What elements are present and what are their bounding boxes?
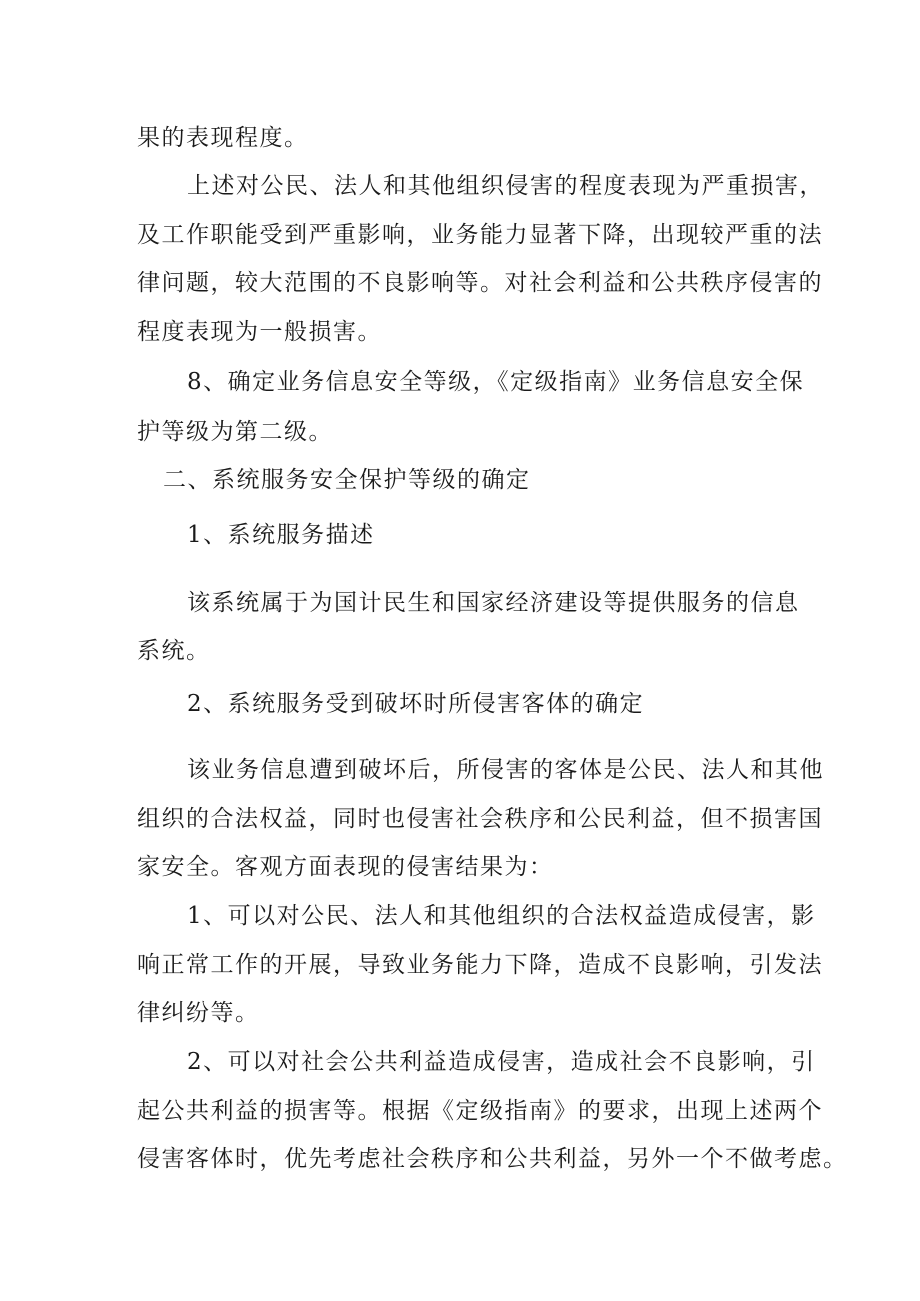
- paragraph-line: 1、可以对公民、法人和其他组织的合法权益造成侵害，影: [187, 903, 816, 929]
- paragraph-line: 2、可以对社会公共利益造成侵害，造成社会不良影响，引: [187, 1049, 816, 1075]
- paragraph-line: 律问题，较大范围的不良影响等。对社会利益和公共秩序侵害的: [137, 270, 823, 296]
- paragraph-line: 响正常工作的开展，导致业务能力下降，造成不良影响，引发法: [137, 952, 823, 978]
- paragraph-line: 护等级为第二级。: [137, 419, 333, 445]
- paragraph-line: 侵害客体时，优先考虑社会秩序和公共利益，另外一个不做考虑。: [137, 1146, 848, 1172]
- paragraph-line: 该系统属于为国计民生和国家经济建设等提供服务的信息: [187, 590, 800, 616]
- paragraph-line: 该业务信息遭到破坏后，所侵害的客体是公民、法人和其他: [187, 757, 824, 783]
- paragraph-line: 系统。: [137, 638, 211, 664]
- paragraph-line: 组织的合法权益，同时也侵害社会秩序和公民利益，但不损害国: [137, 806, 823, 832]
- paragraph-line: 家安全。客观方面表现的侵害结果为：: [137, 854, 554, 880]
- subsection-heading: 1、系统服务描述: [187, 522, 375, 548]
- paragraph-line: 程度表现为一般损害。: [137, 319, 382, 345]
- paragraph-line: 上述对公民、法人和其他组织侵害的程度表现为严重损害，: [187, 173, 824, 199]
- paragraph-line: 律纠纷等。: [137, 1000, 260, 1026]
- paragraph-line: 及工作职能受到严重影响，业务能力显著下降，出现较严重的法: [137, 222, 823, 248]
- section-heading: 二、系统服务安全保护等级的确定: [163, 467, 531, 493]
- paragraph-line: 果的表现程度。: [137, 125, 309, 151]
- paragraph-line: 起公共利益的损害等。根据《定级指南》的要求，出现上述两个: [137, 1098, 823, 1124]
- paragraph-line: 8、确定业务信息安全等级，《定级指南》业务信息安全保: [187, 369, 805, 395]
- subsection-heading: 2、系统服务受到破坏时所侵害客体的确定: [187, 691, 645, 717]
